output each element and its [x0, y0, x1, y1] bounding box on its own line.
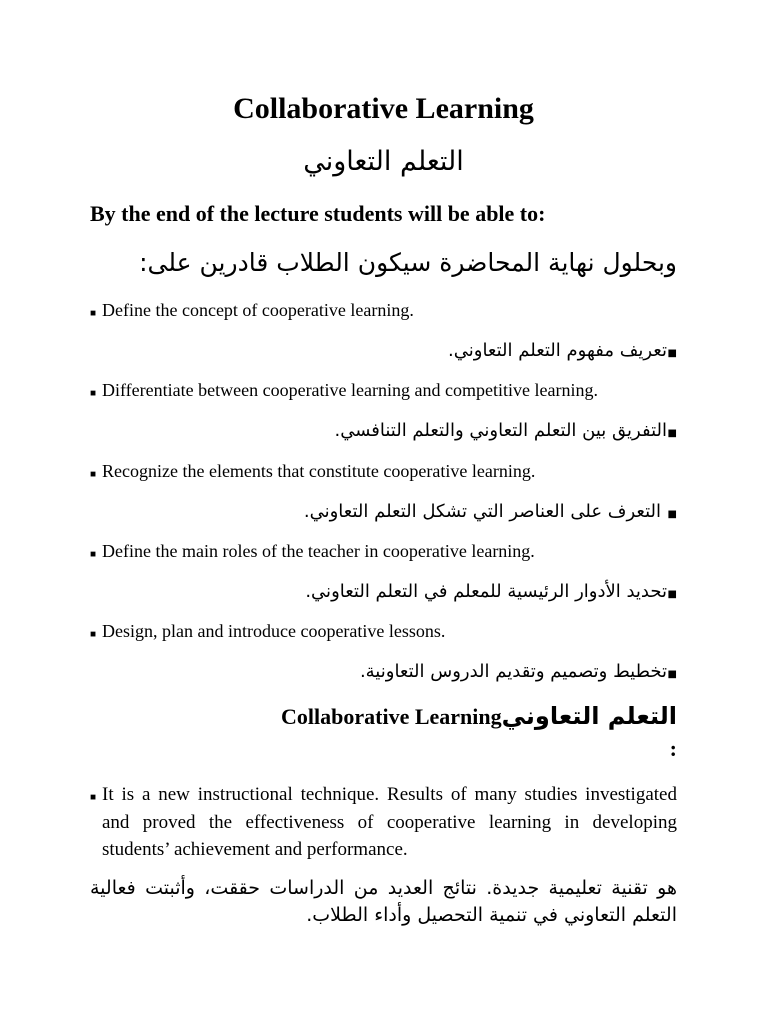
objective-ar-5: [90, 661, 677, 682]
section-heading-arabic: التعلم التعاوني: [501, 702, 677, 730]
section-heading: [90, 700, 677, 765]
bullet-icon: ■: [667, 428, 677, 439]
bullet-icon: ■: [90, 792, 97, 803]
intro-arabic: وبحلول نهاية المحاضرة سيكون الطلاب قادرين على:: [139, 248, 677, 277]
bullet-icon: ■: [667, 348, 677, 359]
paragraph-text: It is a new instructional technique. Results of many studies investigated and proved the effectiveness of cooperative learning in developing students’ achievement and performance.: [102, 784, 677, 860]
objective-text: التعرف على العناصر التي تشكل التعلم التعاوني.: [303, 501, 661, 522]
objective-ar-2: [90, 420, 677, 441]
section-heading-english: Collaborative Learning: [281, 704, 502, 729]
objective-text: تعريف مفهوم التعلم التعاوني.: [448, 340, 667, 361]
section-paragraph-arabic: هو تقنية تعليمية جديدة. نتائج العديد من الدراسات حققت، وأثبتت فعالية التعلم التعاوني في تنمية التحصيل وأداء الطلاب.: [90, 877, 677, 926]
intro-english: By the end of the lecture students will be able to:: [90, 201, 546, 226]
objective-en-3: [90, 461, 677, 482]
bullet-icon: ■: [90, 629, 97, 640]
objective-ar-4: [90, 581, 677, 602]
bullet-icon: ■: [667, 589, 677, 600]
bullet-icon: ■: [90, 549, 97, 560]
objective-text: تحديد الأدوار الرئيسية للمعلم في التعلم التعاوني.: [305, 581, 667, 602]
objective-text: Define the concept of cooperative learning.: [102, 300, 414, 320]
bullet-icon: ■: [90, 308, 97, 319]
document-page: [90, 0, 677, 1024]
objective-en-5: [90, 621, 677, 642]
objective-text: التفريق بين التعلم التعاوني والتعلم التنافسي.: [334, 420, 667, 441]
bullet-icon: ■: [667, 669, 677, 680]
objective-en-1: [90, 300, 677, 321]
bullet-icon: ■: [90, 388, 97, 399]
title-arabic: التعلم التعاوني: [303, 146, 464, 177]
bullet-icon: ■: [90, 469, 97, 480]
objective-ar-1: [90, 340, 677, 361]
section-heading-colon: :: [669, 736, 677, 761]
objective-ar-3: [90, 501, 677, 522]
bullet-icon: ■: [667, 509, 677, 520]
objective-text: تخطيط وتصميم وتقديم الدروس التعاونية.: [359, 661, 667, 682]
objective-text: Define the main roles of the teacher in cooperative learning.: [102, 541, 535, 561]
section-paragraph-english: [90, 781, 677, 864]
objective-text: Design, plan and introduce cooperative lessons.: [102, 621, 446, 641]
objective-en-2: [90, 380, 677, 401]
objective-text: Recognize the elements that constitute cooperative learning.: [102, 461, 536, 481]
objective-text: Differentiate between cooperative learning and competitive learning.: [102, 380, 598, 400]
objective-en-4: [90, 541, 677, 562]
title-english: Collaborative Learning: [233, 92, 534, 125]
